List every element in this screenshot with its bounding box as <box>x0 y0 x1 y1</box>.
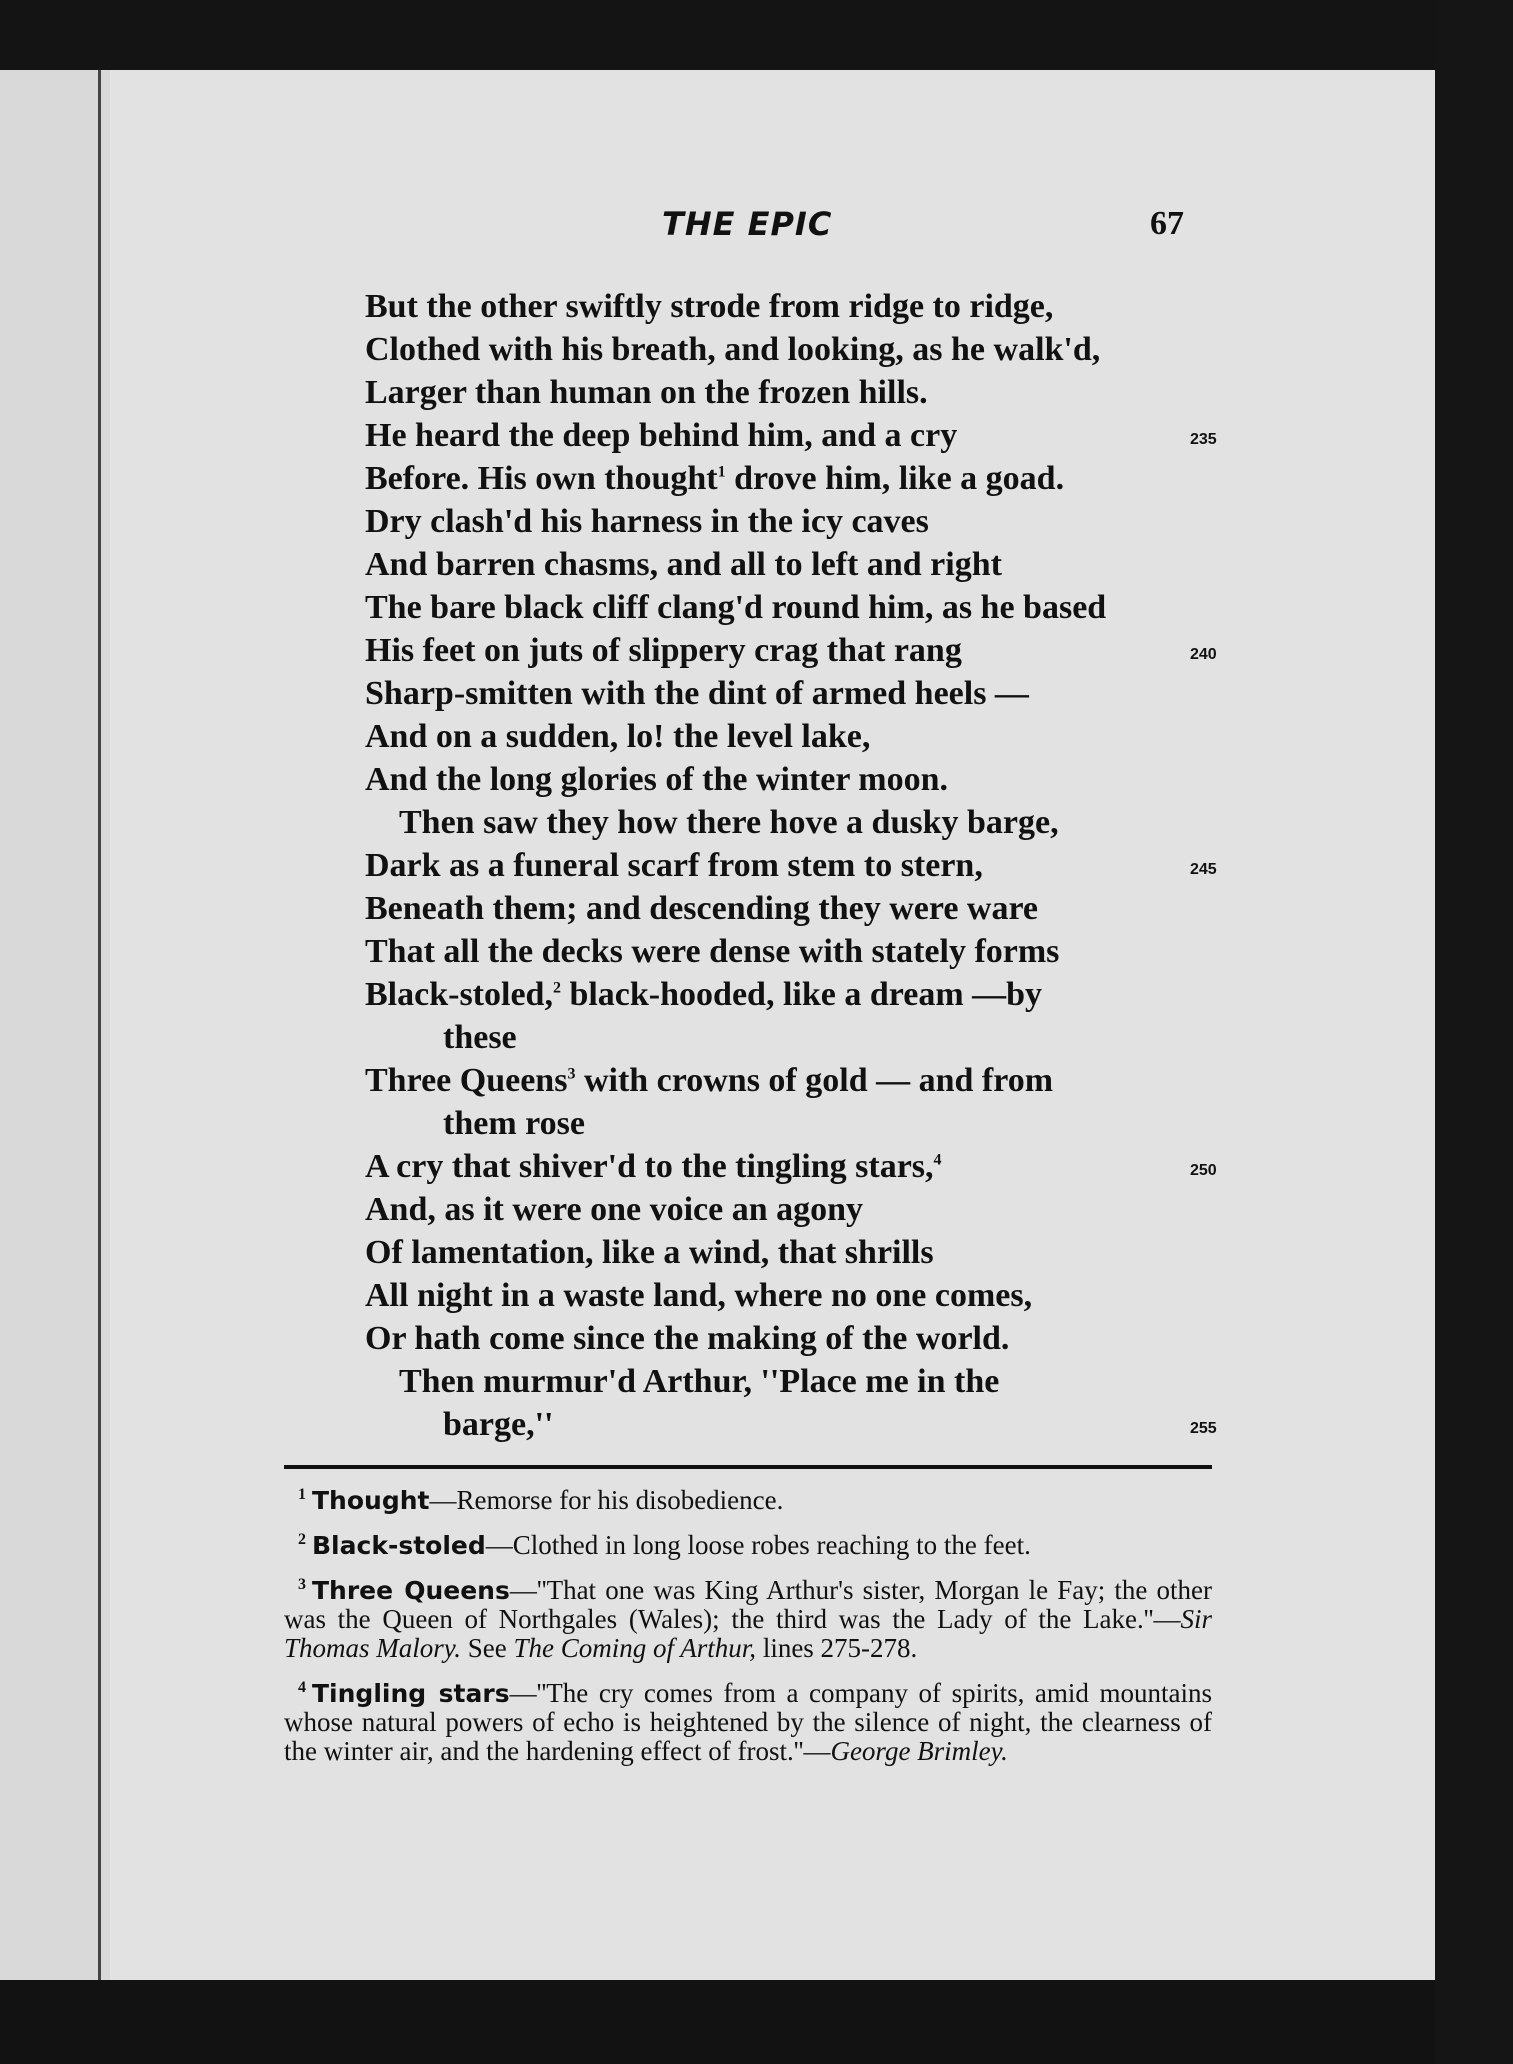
poem-line-text: And, as it were one voice an agony <box>365 1191 864 1228</box>
footnote <box>284 1673 1212 1766</box>
poem-line-text: Then saw they how there hove a dusky barge, <box>399 804 1059 841</box>
line-number: 245 <box>1190 861 1217 878</box>
poem-line-text: Larger than human on the frozen hills. <box>365 374 928 411</box>
footnote-term: Black-stoled <box>312 1531 486 1560</box>
footnote-text: —''That one was King Arthur's sister, Morgan le Fay; the other was the Queen of Northgales (Wales); the third was the Lady of the Lake.''— <box>284 1575 1213 1634</box>
poem-line <box>365 1403 1225 1446</box>
running-title: THE EPIC <box>662 205 833 243</box>
poem-line <box>365 586 1225 629</box>
book-spine <box>98 70 101 1980</box>
poem-line <box>365 1231 1225 1274</box>
line-number: 255 <box>1190 1420 1217 1437</box>
poem-line <box>365 1360 1225 1403</box>
poem-line-text: All night in a waste land, where no one comes, <box>365 1277 1033 1314</box>
footnote-marker: 4 <box>298 1679 306 1696</box>
footnote-rule <box>284 1465 1212 1469</box>
poem-line-text: Black-stoled, <box>365 976 553 1013</box>
line-number: 235 <box>1190 431 1217 448</box>
footnote-marker: 1 <box>298 1486 306 1503</box>
poem-line-text: Or hath come since the making of the world. <box>365 1320 1010 1357</box>
poem-line-text: He heard the deep behind him, and a cry <box>365 417 958 454</box>
poem-line <box>365 758 1225 801</box>
poem-line-text: Three Queens <box>365 1062 568 1099</box>
poem-line <box>365 973 1225 1016</box>
poem-line-text-continued: black-hooded, like a dream —by <box>560 976 1043 1013</box>
line-number: 250 <box>1190 1162 1217 1179</box>
poem-line <box>365 414 1225 457</box>
poem-line <box>365 930 1225 973</box>
footnote-term: Thought <box>312 1486 430 1515</box>
footnote-text: —Clothed in long loose robes reaching to the feet. <box>485 1530 1031 1560</box>
footnote-marker: 3 <box>298 1576 306 1593</box>
poem-line <box>365 1102 1225 1145</box>
poem-line-text: Sharp-smitten with the dint of armed heels — <box>365 675 1029 712</box>
poem-line <box>365 629 1225 672</box>
poem-line <box>365 285 1225 328</box>
poem-line-text: A cry that shiver'd to the tingling stars, <box>365 1148 934 1185</box>
poem-line-text: His feet on juts of slippery crag that rang <box>365 632 962 669</box>
poem-line-text: these <box>443 1019 517 1056</box>
poem-line <box>365 371 1225 414</box>
poem-line <box>365 1016 1225 1059</box>
poem-line-text: Dark as a funeral scarf from stem to stern, <box>365 847 983 884</box>
page-header <box>110 205 1435 255</box>
footnote-see-also: See <box>461 1633 514 1663</box>
footnote <box>284 1480 1212 1515</box>
poem-line-text: And on a sudden, lo! the level lake, <box>365 718 871 755</box>
footnote-reference: 2 <box>552 979 561 997</box>
poem-line <box>365 1145 1225 1188</box>
footnote-text: —Remorse for his disobedience. <box>429 1485 784 1515</box>
footnote-reference: 1 <box>717 463 726 481</box>
footnote-reference: 4 <box>933 1151 942 1169</box>
poem-line-text: Of lamentation, like a wind, that shrills <box>365 1234 934 1271</box>
scan-border-right <box>1435 0 1513 2064</box>
poem-line <box>365 844 1225 887</box>
poem-line <box>365 887 1225 930</box>
footnote <box>284 1570 1212 1663</box>
footnote-text: —''The cry comes from a company of spirits, amid mountains whose natural powers of echo is heightened by the silence of night, the clearness of the winter air, and the hardening effect of frost.''— <box>284 1678 1212 1766</box>
line-number: 240 <box>1190 646 1217 663</box>
poem-line-text: Clothed with his breath, and looking, as he walk'd, <box>365 331 1101 368</box>
poem-line <box>365 500 1225 543</box>
footnote-marker: 2 <box>298 1531 306 1548</box>
poem-line-text: But the other swiftly strode from ridge to ridge, <box>365 288 1054 325</box>
poem-line-text: them rose <box>443 1105 585 1142</box>
poem-line <box>365 1317 1225 1360</box>
footnote-reference: 3 <box>567 1065 576 1083</box>
poem-line-text: barge,'' <box>443 1406 554 1443</box>
poem-text <box>365 285 1225 1446</box>
footnote-term: Tingling stars <box>312 1679 510 1708</box>
poem-line-text: And barren chasms, and all to left and right <box>365 546 1002 583</box>
poem-line <box>365 801 1225 844</box>
poem-line <box>365 457 1225 500</box>
poem-line-text-continued: drove him, like a goad. <box>725 460 1065 497</box>
book-page <box>110 70 1435 1980</box>
poem-line <box>365 1188 1225 1231</box>
facing-page-edge <box>0 70 113 1980</box>
poem-line <box>365 543 1225 586</box>
poem-line-text: The bare black cliff clang'd round him, as he based <box>365 589 1107 626</box>
scan-border-top <box>0 0 1435 70</box>
scan-border-bottom <box>0 1980 1435 2064</box>
poem-line-text: Dry clash'd his harness in the icy caves <box>365 503 929 540</box>
poem-line-text: Beneath them; and descending they were ware <box>365 890 1039 927</box>
poem-line-text: Then murmur'd Arthur, ''Place me in the <box>399 1363 1000 1400</box>
footnote-term: Three Queens <box>312 1576 510 1605</box>
footnote-see-also-lines: lines 275-278. <box>756 1633 918 1663</box>
poem-line <box>365 328 1225 371</box>
poem-line <box>365 715 1225 758</box>
poem-line-text-continued: with crowns of gold — and from <box>575 1062 1054 1099</box>
poem-line-text: And the long glories of the winter moon. <box>365 761 949 798</box>
poem-line-text: That all the decks were dense with stately forms <box>365 933 1060 970</box>
footnotes <box>284 1480 1212 1776</box>
footnote <box>284 1525 1212 1560</box>
footnote-see-also-title: The Coming of Arthur, <box>513 1633 757 1663</box>
footnote-source: George Brimley. <box>830 1736 1008 1766</box>
poem-line <box>365 1059 1225 1102</box>
footnote-source: Sir Thomas Malory. <box>284 1604 1212 1663</box>
poem-line-text: Before. His own thought <box>365 460 718 497</box>
poem-line <box>365 672 1225 715</box>
page-number: 67 <box>1150 205 1184 242</box>
poem-line <box>365 1274 1225 1317</box>
